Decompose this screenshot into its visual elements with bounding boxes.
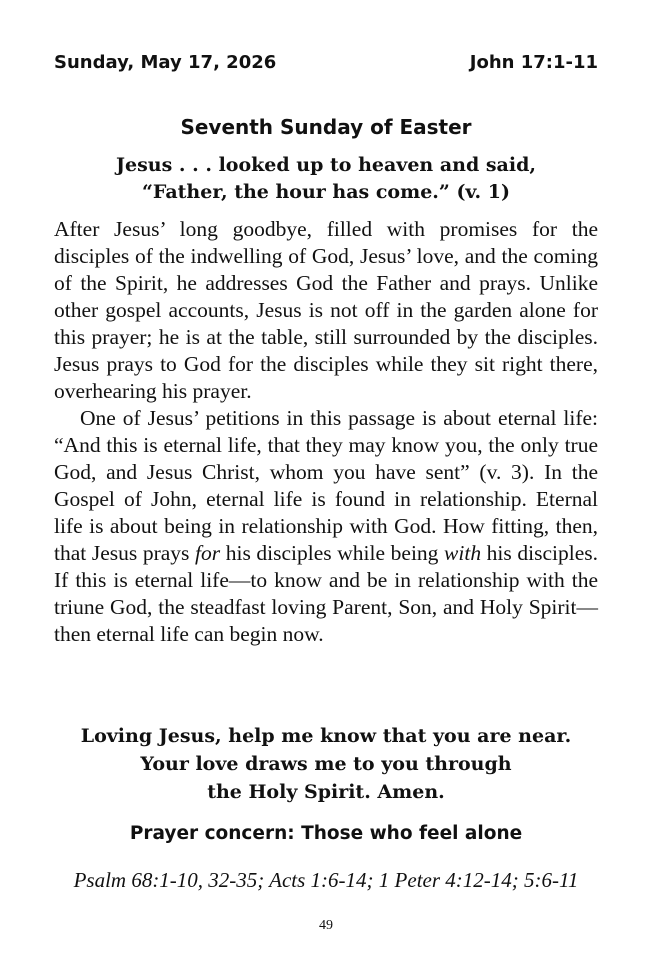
page-header — [54, 52, 598, 73]
header-scripture-reference: John 17:1-11 — [469, 52, 598, 73]
page-title: Seventh Sunday of Easter — [180, 115, 472, 139]
page-number: 49 — [319, 918, 333, 933]
prayer-line-1: Loving Jesus, help me know that you are near. — [80, 725, 572, 747]
paragraph-2-part-1: One of Jesus’ petitions in this passage is about eternal life: “And this is eternal life, that they may know you, the only true God, and Jesus Christ, whom you have sent” (v. 3). In the Gospel of John, eternal life is found in relationship. Eternal life is about being in relationship with God. How fitting, then, that Jesus prays — [54, 406, 598, 565]
closing-prayer — [54, 722, 598, 806]
key-verse-line-2: “Father, the hour has come.” (v. 1) — [141, 181, 511, 203]
body-paragraph-2 — [54, 405, 598, 648]
header-date: Sunday, May 17, 2026 — [54, 52, 277, 73]
key-verse-line-1: Jesus . . . looked up to heaven and said, — [115, 154, 536, 176]
paragraph-2-part-2: his disciples while being — [220, 541, 445, 565]
emphasis-with: with — [444, 541, 482, 565]
devotional-page — [54, 0, 598, 975]
scripture-readings: Psalm 68:1-10, 32-35; Acts 1:6-14; 1 Peter 4:12-14; 5:6-11 — [73, 868, 579, 892]
prayer-line-3: the Holy Spirit. Amen. — [207, 781, 445, 803]
prayer-line-2: Your love draws me to you through — [140, 753, 512, 775]
devotional-body — [54, 216, 598, 648]
key-verse — [54, 152, 598, 206]
emphasis-for: for — [195, 541, 221, 565]
body-paragraph-1: After Jesus’ long goodbye, filled with promises for the disciples of the indwelling of God, Jesus’ love, and the coming of the Spirit, he addresses God the Father and prays. Unlike other gospel accounts, Jesus is not off in the garden alone for this prayer; he is at the table, still surrounded by the disciples. Jesus prays to God for the disciples while they sit right there, overhearing his prayer. — [54, 217, 598, 403]
prayer-concern: Prayer concern: Those who feel alone — [129, 823, 523, 844]
paragraph-2-part-3: his disciples. If this is eternal life—to know and be in relationship with the triune God, the steadfast loving Parent, Son, and Holy Spirit—then eternal life can begin now. — [54, 541, 598, 646]
